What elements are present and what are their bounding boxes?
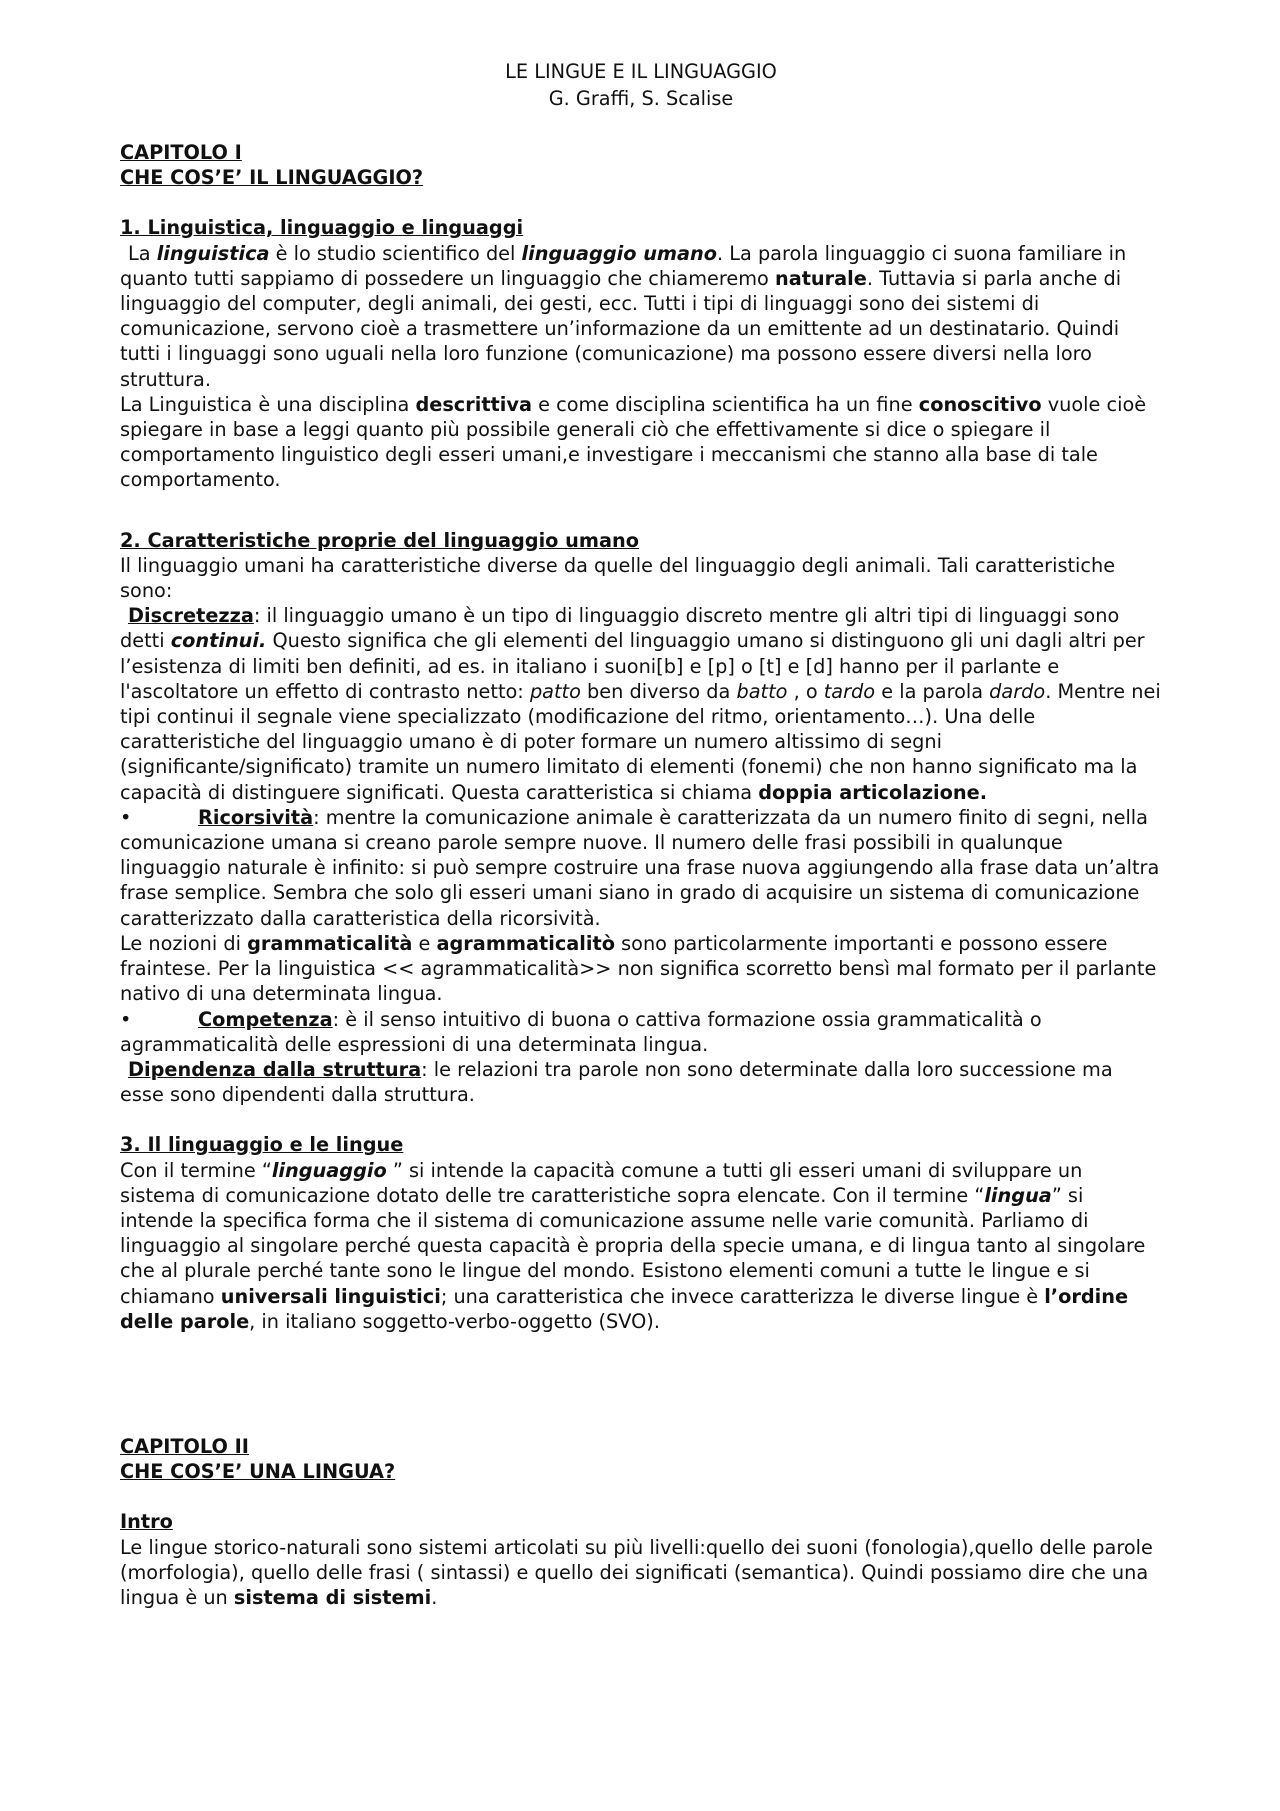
term-grammaticalita: grammaticalità <box>247 931 413 955</box>
text-run: : mentre la comunicazione animale è caratterizzata da un numero finito di segni, nella comunicazione umana si creano parole sempre nuove. Il numero delle frasi possibili in qualunque linguaggio naturale è infinito: si può sempre costruire una frase nuova aggiungendo alla frase data un’altra frase semplice. Sembra che solo gli esseri umani siano in grado di acquisire un sistema di comunicazione caratterizzato dalla caratteristica della ricorsività. <box>120 805 1160 930</box>
intro-paragraph <box>120 1535 1162 1611</box>
bullet-icon: • <box>120 805 132 829</box>
term-universali-linguistici: universali linguistici <box>220 1284 441 1308</box>
text-run: ben diverso da <box>580 679 737 703</box>
text-run: : le relazioni tra parole non sono determinate dalla loro successione ma esse sono dipendenti dalla struttura. <box>120 1057 1113 1107</box>
dipendenza-paragraph <box>120 1057 1162 1107</box>
text-run: : il linguaggio umano è un tipo di linguaggio discreto mentre gli altri tipi di linguaggi sono detti <box>120 604 1120 653</box>
term-discretezza: Discretezza <box>128 604 254 628</box>
text-run: Le lingue storico-naturali sono sistemi articolati su più livelli:quello dei suoni (fonologia),quello delle parole (morfologia), quello delle frasi ( sintassi) e quello dei significati (semantica). Quindi possiamo dire che una lingua è un <box>120 1535 1153 1609</box>
text-run: , in italiano soggetto-verbo-oggetto (SVO). <box>249 1309 660 1333</box>
example-dardo: dardo <box>989 679 1046 703</box>
grammaticalita-paragraph <box>120 931 1162 1007</box>
text-run: è lo studio scientifico del <box>269 241 522 265</box>
term-continui: continui. <box>170 629 267 653</box>
text-run: vuole cioè spiegare in base a leggi quanto più possibile generali ciò che effettivamente si dice o spiegare il comportamento linguistico degli esseri umani,e investigare i meccanismi che stanno alla base di tale comportamento. <box>120 392 1147 492</box>
ricorsivita-paragraph <box>120 805 1162 931</box>
term-ricorsivita: Ricorsività <box>198 805 314 829</box>
section-1-paragraph-2 <box>120 392 1162 493</box>
term-sistema-di-sistemi: sistema di sistemi <box>233 1585 432 1609</box>
text-run: Le nozioni di <box>120 931 248 955</box>
term-lingua: lingua <box>984 1183 1052 1207</box>
text-run: La <box>128 241 157 265</box>
competenza-paragraph <box>120 1007 1162 1057</box>
text-run: e come disciplina scientifica ha un fine <box>531 392 919 416</box>
term-naturale: naturale <box>774 266 867 290</box>
section-1-title: 1. Linguistica, linguaggio e linguaggi <box>120 216 524 240</box>
text-run: . Tuttavia si parla anche di linguaggio del computer, degli animali, dei gesti, ecc. Tutti i tipi di linguaggi sono dei sistemi di comunicazione, servono cioè a trasmettere un’informazione da un emittente ad un destinatario. Quindi tutti i linguaggi sono uguali nella loro funzione (comunicazione) ma possono essere diversi nella loro struttura. <box>120 266 1122 391</box>
example-patto: patto <box>529 679 581 703</box>
text-run: e <box>412 931 437 955</box>
intro-title: Intro <box>120 1510 173 1534</box>
chapter-2-label: CAPITOLO II <box>120 1434 249 1458</box>
document-header <box>120 58 1162 112</box>
discretezza-paragraph <box>120 603 1162 805</box>
text-run: . Mentre nei tipi continui il segnale viene specializzato (modificazione del ritmo, orientamento…). Una delle caratteristiche del linguaggio umano è di poter formare un numero altissimo di segni (significante/significato) tramite un numero limitato di elementi (fonemi) che non hanno significato ma la capacità di distinguere significati. Questa caratteristica si chiama <box>120 679 1161 804</box>
text-run: . <box>431 1585 438 1609</box>
text-run: ” si intende la specifica forma che il sistema di comunicazione assume nelle varie comunità. Parliamo di linguaggio al singolare perché questa capacità è propria della specie umana, e di lingua tanto al singolare che al plurale perché tante sono le lingue del mondo. Esistono elementi comuni a tutte le lingue e si chiamano <box>120 1183 1146 1308</box>
section-2-title: 2. Caratteristiche proprie del linguaggio umano <box>120 528 639 552</box>
term-linguistica: linguistica <box>156 241 270 265</box>
text-run: ” si intende la capacità comune a tutti gli esseri umani di sviluppare un sistema di comunicazione dotato delle tre caratteristiche sopra elencate. Con il termine “ <box>120 1158 1083 1207</box>
document-title: LE LINGUE E IL LINGUAGGIO <box>505 60 777 83</box>
chapter-1-title: CHE COS’E’ IL LINGUAGGIO? <box>120 166 424 190</box>
term-competenza: Competenza <box>198 1007 333 1031</box>
text-run: ; una caratteristica che invece caratterizza le diverse lingue è <box>440 1284 1045 1308</box>
text-run: : è il senso intuitivo di buona o cattiva formazione ossia grammaticalità o agrammaticalità delle espressioni di una determinata lingua. <box>120 1007 1042 1056</box>
text-run: La Linguistica è una disciplina <box>120 392 416 416</box>
text-run: sono particolarmente importanti e possono essere fraintese. Per la linguistica << agrammaticalità>> non significa scorretto bensì mal formato per il parlante nativo di una determinata lingua. <box>120 931 1157 1006</box>
term-ordine-delle-parole: l’ordine delle parole <box>120 1284 1129 1333</box>
document-authors: G. Graffi, S. Scalise <box>548 87 734 110</box>
term-agrammaticalita: agrammaticalitò <box>436 931 615 955</box>
chapter-2-title: CHE COS’E’ UNA LINGUA? <box>120 1460 396 1484</box>
term-dipendenza-dalla-struttura: Dipendenza dalla struttura <box>128 1057 422 1081</box>
bullet-icon: • <box>120 1007 132 1031</box>
term-conoscitivo: conoscitivo <box>918 392 1042 416</box>
text-run: e la parola <box>875 679 990 703</box>
chapter-1-label: CAPITOLO I <box>120 141 242 164</box>
term-linguaggio-umano: linguaggio umano <box>521 241 717 265</box>
text-run: Con il termine “ <box>120 1158 272 1182</box>
text-run: , o <box>787 679 824 703</box>
section-3-title: 3. Il linguaggio e le lingue <box>120 1133 404 1157</box>
section-2-intro: Il linguaggio umani ha caratteristiche diverse da quelle del linguaggio degli animali. Tali caratteristiche sono: <box>120 553 1116 603</box>
section-1-paragraph-1 <box>120 241 1162 392</box>
example-batto: batto <box>736 679 788 703</box>
text-run: Questo significa che gli elementi del linguaggio umano si distinguono gli uni dagli altri per l’esistenza di limiti ben definiti, ad es. in italiano i suoni[b] e [p] o [t] e [d] hanno per il parlante e l'ascoltatore un effetto di contrasto netto: <box>120 629 1145 703</box>
example-tardo: tardo <box>823 679 876 703</box>
section-3-paragraph <box>120 1158 1162 1334</box>
term-descrittiva: descrittiva <box>415 392 532 416</box>
term-linguaggio: linguaggio <box>271 1158 387 1182</box>
text-run: . La parola linguaggio ci suona familiare in quanto tutti sappiamo di possedere un linguaggio che chiameremo <box>120 241 1127 290</box>
term-doppia-articolazione: doppia articolazione. <box>758 780 988 804</box>
